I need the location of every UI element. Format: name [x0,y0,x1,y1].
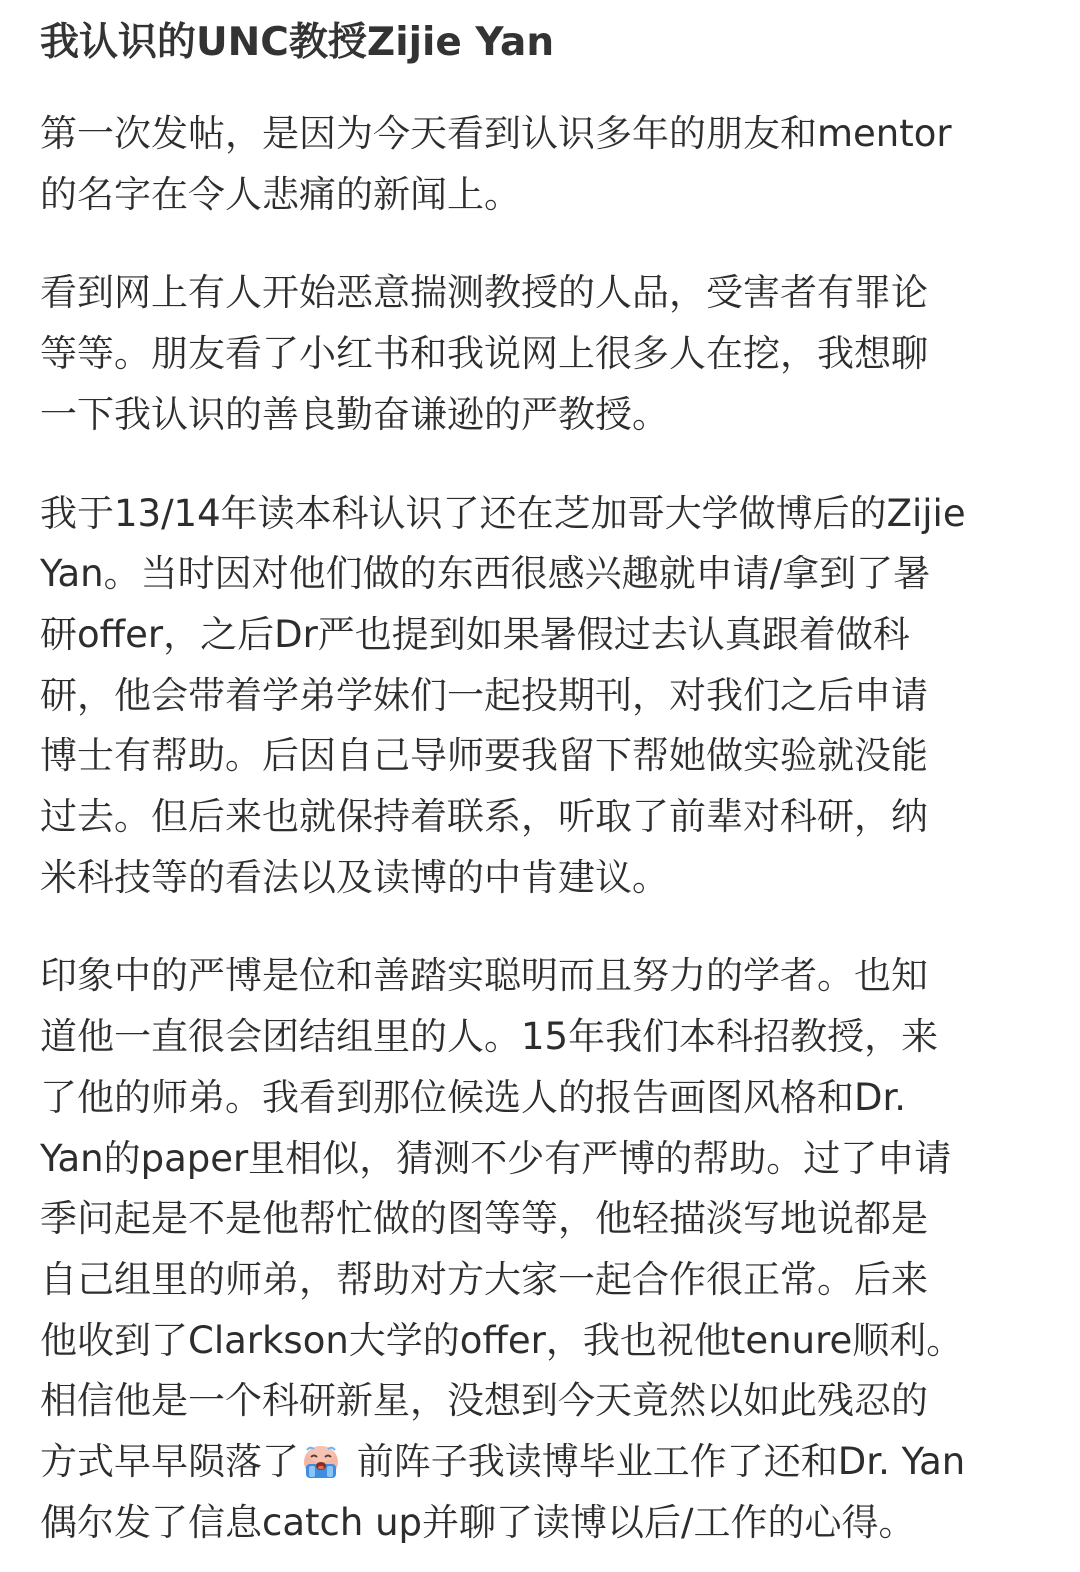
text-line: 自己组里的师弟，帮助对方大家一起合作很正常。后来 [40,1257,928,1301]
text-line: 研，他会带着学弟学妹们一起投期刊，对我们之后申请 [40,673,928,717]
text-line-with-emoji [40,1432,1040,1493]
text-line: 我于13/14年读本科认识了还在芝加哥大学做博后的Zijie [40,491,966,535]
text-line: 季问起是不是他帮忙做的图等等，他轻描淡写地说都是 [40,1197,928,1241]
text-line: 印象中的严博是位和善踏实聪明而且努力的学者。也知 [40,954,928,998]
text-line: 过去。但后来也就保持着联系，听取了前辈对科研，纳 [40,795,928,839]
text-line: 研offer，之后Dr严也提到如果暑假过去认真跟着做科 [40,612,910,656]
paragraph-4 [40,946,1040,1553]
paragraph-1 [40,104,1040,225]
text-line: 米科技等的看法以及读博的中肯建议。 [40,855,669,899]
crying-face-emoji-icon [301,1442,341,1480]
text-line: 相信他是一个科研新星，没想到今天竟然以如此残忍的 [40,1379,928,1423]
text-line: 偶尔发了信息catch up并聊了读博以后/工作的心得。 [40,1500,916,1544]
text-line: 博士有帮助。后因自己导师要我留下帮她做实验就没能 [40,734,928,778]
text-line: 第一次发帖，是因为今天看到认识多年的朋友和mentor [40,112,952,155]
text-line: 道他一直很会团结组里的人。15年我们本科招教授，来 [40,1015,939,1059]
text-before-emoji: 方式早早陨落了 [40,1440,299,1484]
paragraph-3 [40,484,1040,909]
text-line: 他收到了Clarkson大学的offer，我也祝他tenure顺利。 [40,1318,964,1362]
text-line: 的名字在令人悲痛的新闻上。 [40,172,521,216]
paragraph-2 [40,263,1040,445]
text-line: 一下我认识的善良勤奋谦逊的严教授。 [40,392,669,436]
text-line: 了他的师弟。我看到那位候选人的报告画图风格和Dr. [40,1075,907,1119]
text-line: Yan的paper里相似，猜测不少有严博的帮助。过了申请 [40,1136,952,1180]
text-line: 等等。朋友看了小红书和我说网上很多人在挖，我想聊 [40,332,928,376]
text-line: Yan。当时因对他们做的东西很感兴趣就申请/拿到了暑 [40,552,931,596]
post-title: 我认识的UNC教授Zijie Yan [40,20,555,65]
text-line: 看到网上有人开始恶意揣测教授的人品，受害者有罪论 [40,271,928,315]
text-after-emoji: 前阵子我读博毕业工作了还和Dr. Yan [345,1440,966,1484]
